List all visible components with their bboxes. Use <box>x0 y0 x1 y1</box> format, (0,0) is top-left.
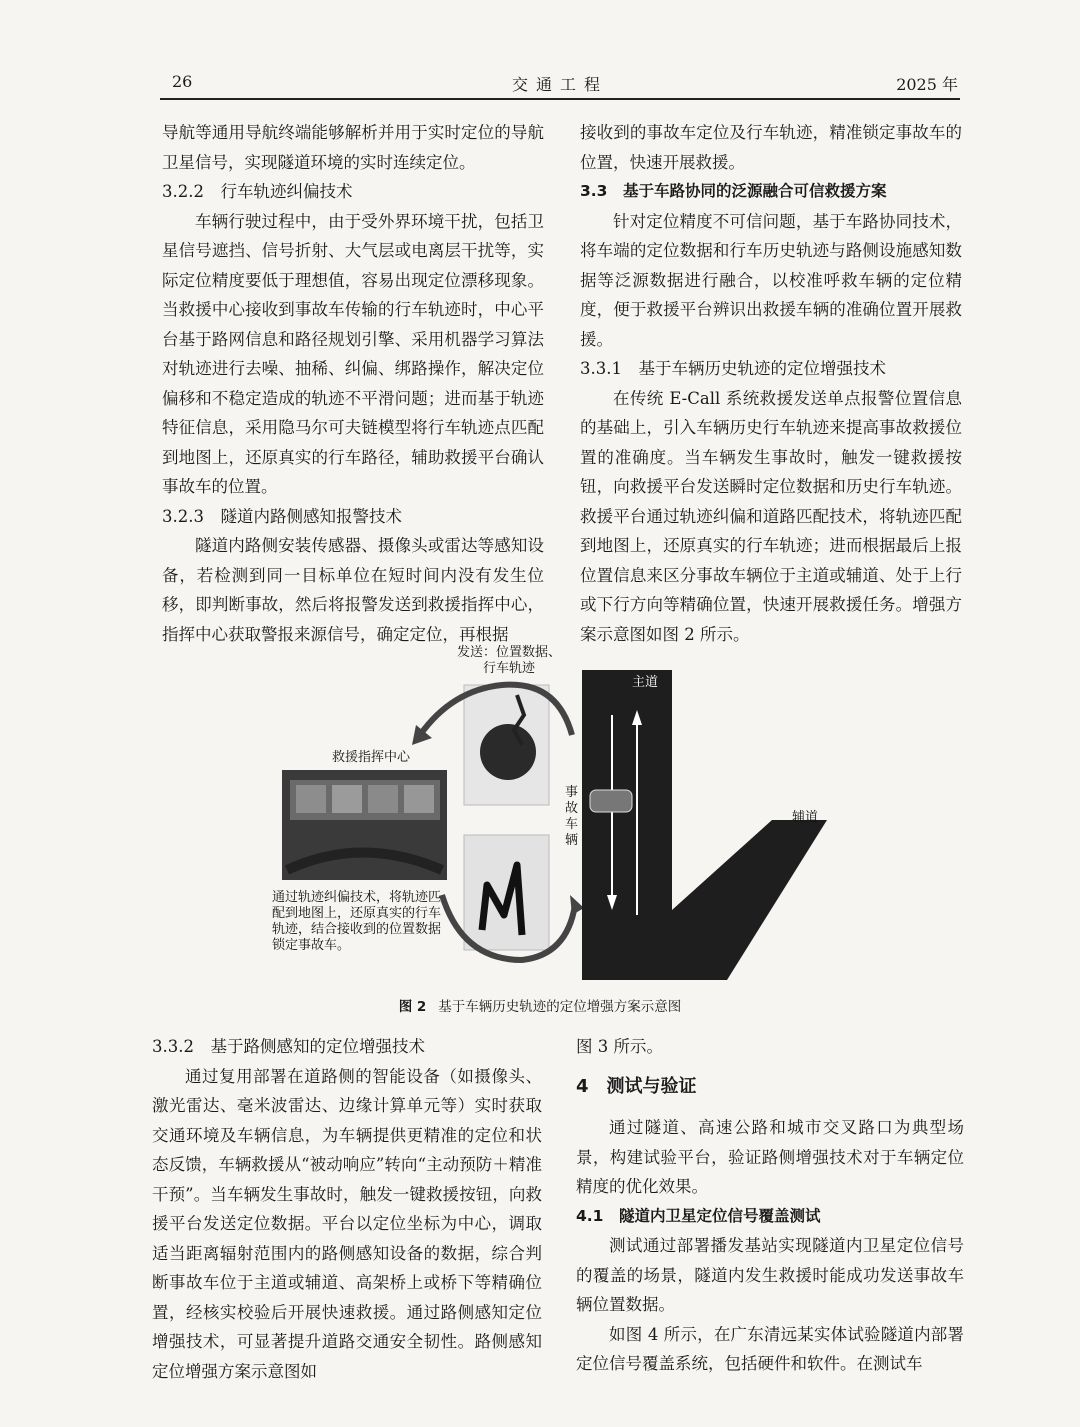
paragraph: 通过隧道、高速公路和城市交叉路口为典型场景，构建试验平台，验证路侧增强技术对于车辆定位精度的优化效果。 <box>576 1118 964 1196</box>
paragraph: 测试通过部署播发基站实现隧道内卫星定位信号的覆盖的场景，隧道内发生救援时能成功发送事故车辆位置数据。 <box>576 1236 964 1314</box>
section-heading-4-1: 4.1 隧道内卫星定位信号覆盖测试 <box>576 1206 821 1225</box>
caption-number: 图 2 <box>398 999 427 1015</box>
paragraph: 接收到的事故车定位及行车轨迹，精准锁定事故车的位置，快速开展救援。 <box>580 123 962 172</box>
page-header <box>160 66 960 100</box>
journal-title: 交通工程 <box>511 75 608 94</box>
column-top-left <box>162 118 544 649</box>
caption-text: 基于车辆历史轨迹的定位增强方案示意图 <box>438 999 682 1015</box>
paragraph: 如图 4 所示，在广东清远某实体试验隧道内部署定位信号覆盖系统，包括硬件和软件。在测试车 <box>576 1324 964 1373</box>
column-top-right <box>580 118 962 649</box>
section-heading-4: 4 测试与验证 <box>576 1075 697 1097</box>
paragraph: 通过复用部署在道路侧的智能设备（如摄像头、激光雷达、毫米波雷达、边缘计算单元等）实时获取交通环境及车辆信息，为车辆提供更精准的定位和状态反馈，车辆救援从“被动响应”转向“主动预防＋精准干预”。当车辆发生事故时，触发一键救援按钮，向救援平台发送定位数据。平台以定位坐标为中心，调取适当距离辐射范围内的路侧感知设备的数据，综合判断事故车位于主道或辅道、高架桥上或桥下等精确位置，经核实校验后开展快速救援。通过路侧感知定位增强技术，可显著提升道路交通安全韧性。路侧感知定位增强方案示意图如 <box>152 1066 542 1381</box>
send-label: 发送：位置数据、行车轨迹 <box>456 645 561 676</box>
paragraph: 针对定位精度不可信问题，基于车路协同技术，将车端的定位数据和行车历史轨迹与路侧设施感知数据等泛源数据进行融合，以校准呼救车辆的定位精度，便于救援平台辨识出救援车辆的准确位置开展救援。 <box>580 211 962 349</box>
accident-car-label: 事故车辆 <box>565 785 579 848</box>
header-rule <box>160 98 960 100</box>
correction-label: 通过轨迹纠偏技术，将轨迹匹配到地图上，还原真实的行车轨迹，结合接收到的位置数据锁定事故车。 <box>272 890 442 953</box>
side-road-label: 辅道 <box>792 810 819 825</box>
section-heading-3-2-3: 3.2.3 隧道内路侧感知报警技术 <box>162 506 402 526</box>
main-road-label: 主道 <box>632 675 659 690</box>
section-heading-3-3: 3.3 基于车路协同的泛源融合可信救援方案 <box>580 182 887 200</box>
figure-2 <box>272 640 832 985</box>
main-road <box>582 670 672 980</box>
column-bottom-left <box>152 1032 542 1386</box>
section-heading-3-2-2: 3.2.2 行车轨迹纠偏技术 <box>162 182 353 201</box>
section-heading-3-3-1: 3.3.1 基于车辆历史轨迹的定位增强技术 <box>580 359 886 378</box>
side-road <box>672 820 827 980</box>
column-bottom-right <box>576 1032 964 1379</box>
paragraph: 图 3 所示。 <box>576 1037 663 1056</box>
paragraph: 车辆行驶过程中，由于受外界环境干扰，包括卫星信号遮挡、信号折射、大气层或电离层干扰等，实际定位精度要低于理想值，容易出现定位漂移现象。当救援中心接收到事故车传输的行车轨迹时，中心平台基于路网信息和路径规划引擎、采用机器学习算法对轨迹进行去噪、抽稀、纠偏、绑路操作，解决定位偏移和不稳定造成的轨迹不平滑问题；进而基于轨迹特征信息，采用隐马尔可夫链模型将行车轨迹点匹配到地图上，还原真实的行车路径，辅助救援平台确认事故车的位置。 <box>162 211 544 496</box>
paragraph: 隧道内路侧安装传感器、摄像头或雷达等感知设备，若检测到同一目标单位在短时间内没有发生位移，即判断事故，然后将报警发送到救援指挥中心，指挥中心获取警报来源信号，确定定位，再根据 <box>162 536 544 644</box>
figure-caption <box>0 995 1080 1015</box>
paragraph: 导航等通用导航终端能够解析并用于实时定位的导航卫星信号，实现隧道环境的实时连续定位。 <box>162 123 544 172</box>
page-number: 26 <box>172 72 193 91</box>
year: 2025 年 <box>896 75 958 94</box>
paragraph: 在传统 E-Call 系统救援发送单点报警位置信息的基础上，引入车辆历史行车轨迹来提高事故救援位置的准确度。当车辆发生事故时，触发一键救援按钮，向救援平台发送瞬时定位数据和历史行车轨迹。救援平台通过轨迹纠偏和道路匹配技术，将轨迹匹配到地图上，还原真实的行车轨迹；进而根据最后上报位置信息来区分事故车辆位于主道或辅道、处于上行或下行方向等精确位置，快速开展救援任务。增强方案示意图如图 2 所示。 <box>580 388 962 644</box>
center-label: 救援指挥中心 <box>332 750 411 765</box>
accident-car <box>590 790 632 812</box>
section-heading-3-3-2: 3.3.2 基于路侧感知的定位增强技术 <box>152 1037 425 1056</box>
